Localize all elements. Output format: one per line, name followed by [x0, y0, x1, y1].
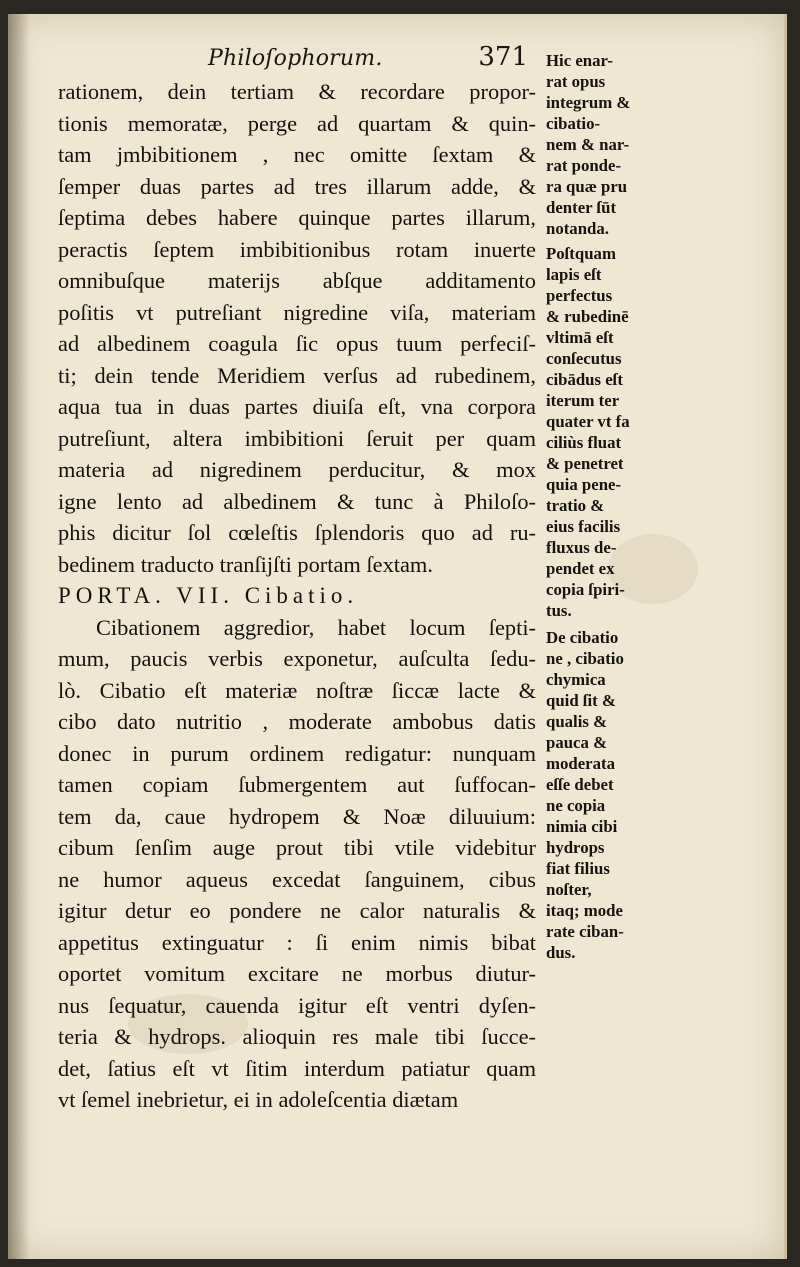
text-line: bedinem traducto tranſijſti portam ſextam. [58, 551, 433, 577]
margin-note-line: eius facilis [546, 517, 621, 536]
page-number: 371 [478, 42, 528, 72]
margin-note-line: Hic enar- [546, 51, 613, 70]
text-line: tamen copiam ſubmergentem aut ſuffocan- [58, 772, 536, 797]
text-line: nus ſequatur, cauenda igitur eſt ventri dyſen- [58, 992, 536, 1018]
text-line: lò. Cibatio eſt materiæ noſtræ ſiccæ lacte & [58, 677, 536, 703]
text-line: appetitus extinguatur : ſi enim nimis bibat [58, 929, 536, 955]
margin-note-line: rat opus [546, 72, 606, 91]
margin-note-line: ra quæ pru [546, 177, 628, 196]
margin-note-line: tratio & [546, 496, 605, 515]
margin-note-line: conſecutus [546, 349, 622, 368]
margin-note-line: & rubedinē [546, 307, 629, 326]
margin-note-line: lapis eſt [546, 265, 602, 284]
margin-note-line: hydrops [546, 838, 605, 857]
margin-note-line: itaq; mode [546, 901, 623, 920]
text-line: ne humor aqueus excedat ſanguinem, cibus [58, 866, 536, 892]
margin-note-line: chymica [546, 670, 606, 689]
margin-note-line: rat ponde- [546, 156, 622, 175]
text-line: cibo dato nutritio , moderate ambobus datis [58, 709, 536, 734]
text-line: donec in purum ordinem redigatur: nunquam [58, 740, 536, 766]
margin-note-line: quater vt fa [546, 412, 630, 431]
text-line: ti; dein tende Meridiem verſus ad rubedinem, [58, 362, 536, 388]
margin-note-line: De cibatio [546, 628, 619, 647]
margin-note-line: pauca & [546, 733, 608, 752]
text-line: vt ſemel inebrietur, ei in adoleſcentia diætam [58, 1087, 459, 1112]
text-line: peractis ſeptem imbibitionibus rotam inuerte [58, 236, 536, 262]
margin-note-line: eſſe debet [546, 775, 614, 794]
text-line: mum, paucis verbis exponetur, auſculta ſedu- [58, 646, 536, 671]
margin-note-line: Poſtquam [546, 244, 616, 263]
margin-note-line: nimia cibi [546, 817, 618, 836]
margin-note-line: denter ſūt [546, 198, 617, 217]
text-line: Cibationem aggredior, habet locum ſepti- [96, 614, 536, 640]
main-text-block [58, 76, 536, 1116]
text-line: teria & hydrops. alioquin res male tibi ſucce- [58, 1024, 536, 1049]
margin-note-line: ne copia [546, 796, 606, 815]
running-head: Philoſophorum. [208, 46, 383, 71]
text-line: poſitis vt putreſiant nigredine viſa, materiam [58, 299, 536, 325]
text-line: materia ad nigredinem perducitur, & mox [58, 457, 536, 482]
margin-note-line: notanda. [546, 219, 609, 238]
text-line: det, ſatius eſt vt ſitim interdum patiatur quam [58, 1055, 536, 1081]
margin-note-line: moderata [546, 754, 615, 773]
text-line: ſemper duas partes ad tres illarum adde, & [58, 173, 536, 199]
text-line: cibum ſenſim auge prout tibi vtile videbitur [58, 835, 536, 860]
section-heading: PORTA. VII. Cibatio. [58, 583, 359, 608]
margin-note-line: cibatio- [546, 114, 601, 133]
margin-note-line: nem & nar- [546, 135, 630, 154]
margin-note-line: tus. [546, 601, 572, 620]
text-line: oportet vomitum excitare ne morbus diutur- [58, 961, 536, 986]
margin-note-line: rate ciban- [546, 922, 624, 941]
margin-note-line: ne , cibatio [546, 649, 624, 668]
text-line: ſeptima debes habere quinque partes illarum, [58, 205, 536, 230]
text-line: tem da, caue hydropem & Noæ diluuium: [58, 803, 536, 829]
text-line: omnibuſque materijs abſque additamento [58, 268, 536, 293]
text-line: tam jmbibitionem , nec omitte ſextam & [58, 142, 536, 167]
margin-note-line: fiat filius [546, 859, 610, 878]
text-line: igitur detur eo pondere ne calor naturalis & [58, 898, 536, 923]
margin-note-line: iterum ter [546, 391, 620, 410]
text-line: rationem, dein tertiam & recordare propor- [58, 79, 536, 104]
text-line: igne lento ad albedinem & tunc à Philoſo- [58, 488, 536, 514]
margin-note-line: quia pene- [546, 475, 622, 494]
margin-note-line: qualis & [546, 712, 608, 731]
gutter-shadow [8, 14, 30, 1259]
text-line: phis dicitur ſol cœleſtis ſplendoris quo ad ru- [58, 520, 536, 545]
margin-note-line: pendet ex [546, 559, 615, 578]
margin-note-line: cibādus eſt [546, 370, 623, 389]
margin-note-line: vltimā eſt [546, 328, 614, 347]
margin-note-line: & penetret [546, 454, 624, 473]
margin-note-line: perfectus [546, 286, 613, 305]
margin-note-line: quid ſit & [546, 691, 616, 710]
book-page [8, 14, 787, 1259]
margin-note-line: fluxus de- [546, 538, 617, 557]
margin-note-line: integrum & [546, 93, 631, 112]
text-line: tionis memoratæ, perge ad quartam & quin- [58, 110, 536, 136]
margin-note-line: noſter, [546, 880, 592, 899]
margin-note-line: copia ſpiri- [546, 580, 625, 599]
margin-note-line: dus. [546, 943, 576, 962]
text-line: aqua tua in duas partes diuiſa eſt, vna corpora [58, 394, 536, 419]
text-line: ad albedinem coagula ſic opus tuum perfeciſ- [58, 331, 536, 356]
marginal-notes [546, 50, 696, 963]
margin-note-line: ciliùs fluat [546, 433, 622, 452]
text-line: putreſiunt, altera imbibitioni ſeruit per quam [58, 425, 536, 451]
